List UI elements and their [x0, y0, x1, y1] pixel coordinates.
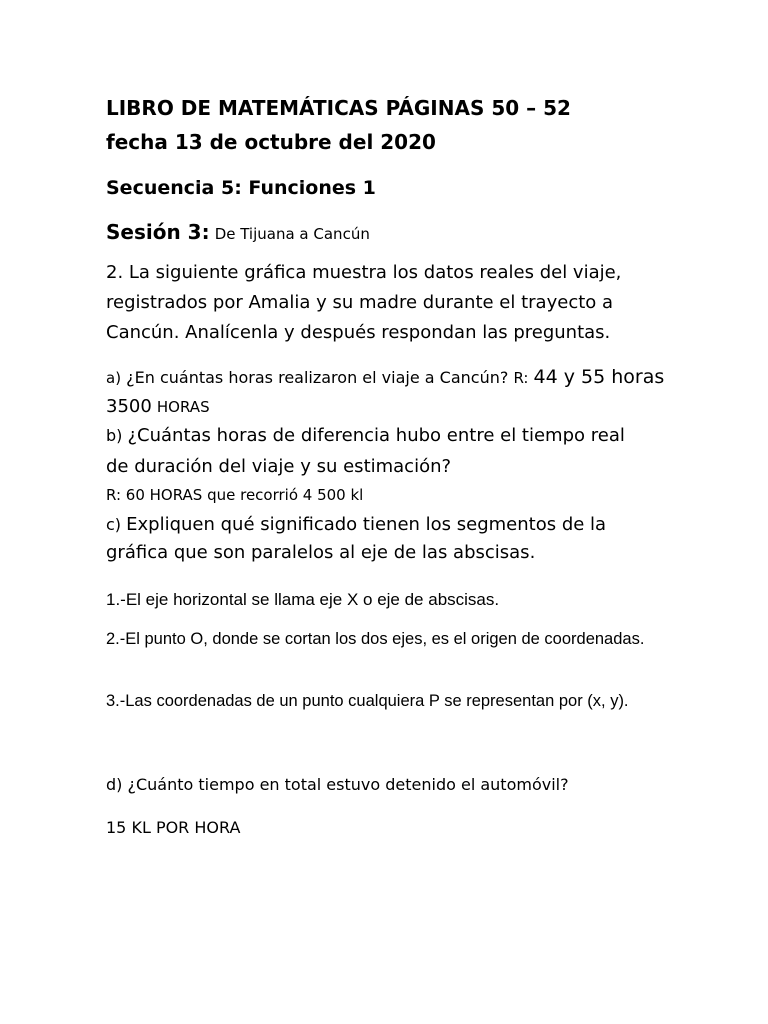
- question-c-line-2: gráfica que son paralelos al eje de las abscisas.: [106, 542, 536, 563]
- document-date: fecha 13 de octubre del 2020: [106, 130, 436, 154]
- intro-line-3: Cancún. Analícenla y después respondan las preguntas.: [106, 322, 611, 343]
- sequence-heading: Secuencia 5: Funciones 1: [106, 177, 376, 199]
- session-heading: [106, 220, 370, 244]
- note-item: 2.-El punto O, donde se cortan los dos ejes, es el origen de coordenadas.: [106, 630, 645, 648]
- question-b-line-2: de duración del viaje y su estimación?: [106, 456, 452, 477]
- question-a-extra-number: 3500: [106, 396, 152, 417]
- document-title: LIBRO DE MATEMÁTICAS PÁGINAS 50 – 52: [106, 96, 571, 120]
- question-a-extra-unit: HORAS: [156, 398, 210, 416]
- question-c-text-1: Expliquen qué significado tienen los segmentos de la: [126, 514, 607, 535]
- question-b-line-1: [106, 425, 625, 446]
- question-c-line-1: [106, 514, 606, 535]
- session-title: De Tijuana a Cancún: [214, 225, 370, 243]
- question-a-answer-prefix: R:: [513, 369, 529, 387]
- question-b-answer: R: 60 HORAS que recorrió 4 500 kl: [106, 486, 364, 504]
- question-c-letter: c): [106, 515, 122, 534]
- question-a-extra: [106, 396, 210, 417]
- intro-line-2: registrados por Amalia y su madre durante el trayecto a: [106, 292, 614, 313]
- intro-line-1: 2. La siguiente gráfica muestra los datos reales del viaje,: [106, 262, 622, 283]
- session-label: Sesión 3:: [106, 220, 210, 244]
- question-d-answer: 15 KL POR HORA: [106, 818, 241, 837]
- question-a-answer: 44 y 55 horas: [533, 366, 665, 388]
- question-d: d) ¿Cuánto tiempo en total estuvo detenido el automóvil?: [106, 775, 569, 794]
- note-item: 1.-El eje horizontal se llama eje X o eje de abscisas.: [106, 590, 500, 609]
- question-b-letter: b): [106, 426, 123, 445]
- question-a-text: ¿En cuántas horas realizaron el viaje a Cancún?: [126, 368, 509, 387]
- question-b-text-1: ¿Cuántas horas de diferencia hubo entre el tiempo real: [127, 425, 625, 446]
- note-item: 3.-Las coordenadas de un punto cualquiera P se representan por (x, y).: [106, 692, 629, 710]
- question-a-letter: a): [106, 369, 122, 387]
- question-a: [106, 366, 664, 388]
